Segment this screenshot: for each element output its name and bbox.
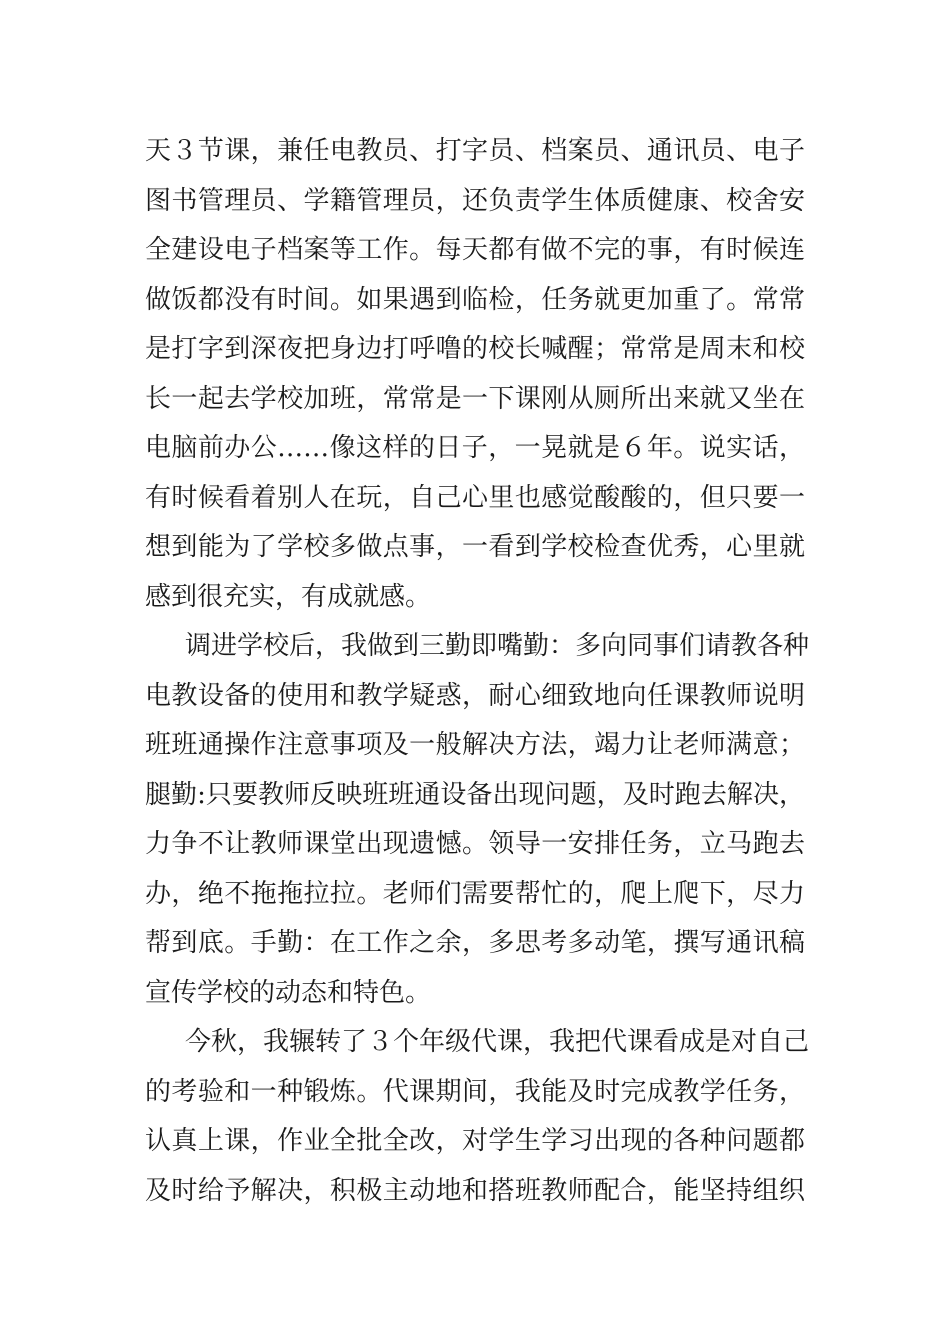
- text-line: 腿勤:只要教师反映班班通设备出现问题，及时跑去解决，: [145, 779, 805, 810]
- text-line: 帮到底。手勤：在工作之余，多思考多动笔，撰写通讯稿: [145, 928, 805, 958]
- paragraph-3: [145, 1018, 810, 1216]
- text-line: 是打字到深夜把身边打呼噜的校长喊醒；常常是周末和校: [145, 334, 805, 364]
- text-line: 今秋，我辗转了３个年级代课，我把代课看成是对自己: [185, 1027, 810, 1057]
- text-line: 感到很充实，有成就感。: [145, 581, 432, 612]
- text-line: 电教设备的使用和教学疑惑，耐心细致地向任课教师说明: [145, 680, 805, 711]
- text-line: 做饭都没有时间。如果遇到临检，任务就更加重了。常常: [145, 284, 805, 315]
- paragraph-1: [145, 127, 805, 622]
- text-line: 调进学校后，我做到三勤即嘴勤：多向同事们请教各种: [185, 631, 810, 661]
- text-line: 想到能为了学校多做点事，一看到学校检查优秀，心里就: [145, 532, 805, 562]
- text-line: 的考验和一种锻炼。代课期间，我能及时完成教学任务，: [145, 1076, 805, 1107]
- text-line: 天３节课，兼任电教员、打字员、档案员、通讯员、电子: [145, 136, 805, 166]
- body-text: [145, 127, 810, 1216]
- text-line: 长一起去学校加班，常常是一下课刚从厕所出来就又坐在: [145, 383, 805, 414]
- text-line: 办，绝不拖拖拉拉。老师们需要帮忙的，爬上爬下，尽力: [145, 878, 805, 909]
- text-line: 认真上课，作业全批全改，对学生学习出现的各种问题都: [145, 1126, 805, 1156]
- text-line: 全建设电子档案等工作。每天都有做不完的事，有时候连: [145, 235, 805, 265]
- text-line: 及时给予解决，积极主动地和搭班教师配合，能坚持组织: [145, 1175, 805, 1206]
- text-line: 力争不让教师课堂出现遗憾。领导一安排任务，立马跑去: [145, 829, 805, 859]
- text-line: 宣传学校的动态和特色。: [145, 977, 432, 1008]
- text-line: 班班通操作注意事项及一般解决方法，竭力让老师满意；: [145, 730, 805, 760]
- text-line: 图书管理员、学籍管理员，还负责学生体质健康、校舍安: [145, 185, 805, 216]
- text-line: 电脑前办公……像这样的日子，一晃就是６年。说实话，: [145, 433, 805, 463]
- paragraph-2: [145, 622, 810, 1018]
- text-line: 有时候看着别人在玩，自己心里也感觉酸酸的，但只要一: [145, 482, 805, 513]
